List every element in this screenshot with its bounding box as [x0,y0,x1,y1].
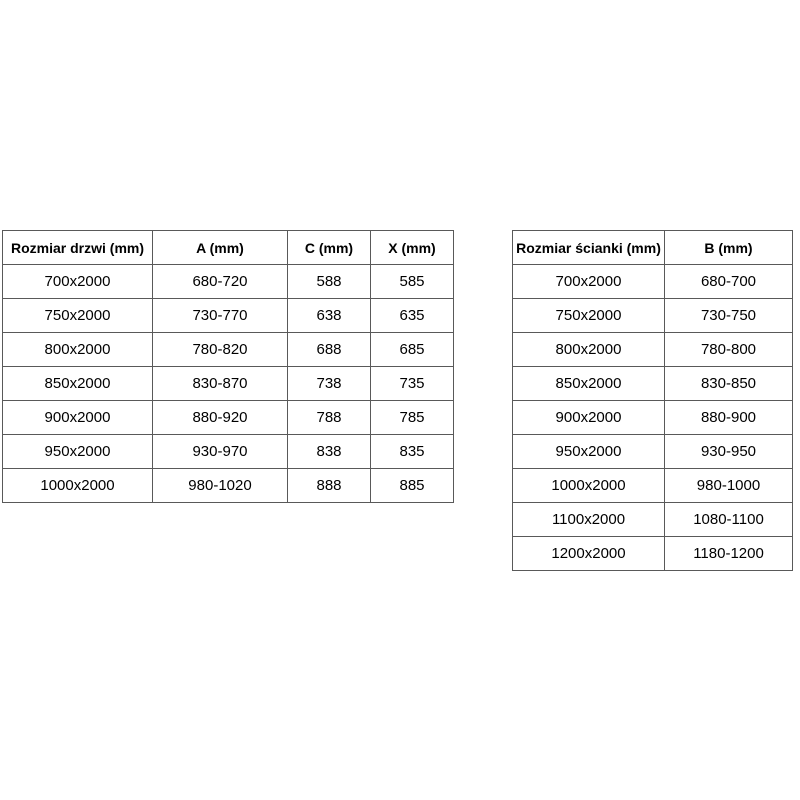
door-table-header [3,231,454,265]
x-value-cell: 885 [371,469,454,503]
b-value-cell: 680-700 [665,265,793,299]
column-header-c-mm: C (mm) [288,231,371,265]
b-value-cell: 780-800 [665,333,793,367]
table-row [513,469,793,503]
table-row [513,435,793,469]
door-size-cell: 950x2000 [3,435,153,469]
b-value-cell: 980-1000 [665,469,793,503]
c-value-cell: 738 [288,367,371,401]
table-row [513,265,793,299]
wall-size-cell: 850x2000 [513,367,665,401]
table-row [3,401,454,435]
wall-size-cell: 750x2000 [513,299,665,333]
table-row [513,401,793,435]
x-value-cell: 585 [371,265,454,299]
column-header-x-mm: X (mm) [371,231,454,265]
b-value-cell: 1180-1200 [665,537,793,571]
x-value-cell: 685 [371,333,454,367]
table-row [3,435,454,469]
b-value-cell: 830-850 [665,367,793,401]
door-size-cell: 1000x2000 [3,469,153,503]
wall-size-cell: 950x2000 [513,435,665,469]
x-value-cell: 835 [371,435,454,469]
door-size-cell: 900x2000 [3,401,153,435]
table-row [3,469,454,503]
wall-size-cell: 900x2000 [513,401,665,435]
x-value-cell: 785 [371,401,454,435]
table-row [513,537,793,571]
column-header-rozmiar-scianki: Rozmiar ścianki (mm) [513,231,665,265]
a-value-cell: 880-920 [153,401,288,435]
table-row [3,367,454,401]
c-value-cell: 888 [288,469,371,503]
c-value-cell: 688 [288,333,371,367]
wall-size-cell: 1000x2000 [513,469,665,503]
c-value-cell: 788 [288,401,371,435]
wall-size-cell: 700x2000 [513,265,665,299]
wall-size-table [512,230,793,571]
x-value-cell: 635 [371,299,454,333]
table-row [3,333,454,367]
a-value-cell: 980-1020 [153,469,288,503]
door-size-cell: 800x2000 [3,333,153,367]
a-value-cell: 780-820 [153,333,288,367]
header-row [513,231,793,265]
column-header-b-mm: B (mm) [665,231,793,265]
wall-size-cell: 1200x2000 [513,537,665,571]
door-size-cell: 850x2000 [3,367,153,401]
a-value-cell: 930-970 [153,435,288,469]
wall-table-header [513,231,793,265]
door-table-body [3,265,454,503]
a-value-cell: 830-870 [153,367,288,401]
b-value-cell: 880-900 [665,401,793,435]
c-value-cell: 638 [288,299,371,333]
column-header-rozmiar-drzwi: Rozmiar drzwi (mm) [3,231,153,265]
wall-size-cell: 1100x2000 [513,503,665,537]
header-row [3,231,454,265]
door-size-table [2,230,454,503]
wall-table-body [513,265,793,571]
b-value-cell: 1080-1100 [665,503,793,537]
table-row [513,299,793,333]
column-header-a-mm: A (mm) [153,231,288,265]
wall-size-cell: 800x2000 [513,333,665,367]
x-value-cell: 735 [371,367,454,401]
table-row [3,299,454,333]
b-value-cell: 930-950 [665,435,793,469]
door-size-cell: 700x2000 [3,265,153,299]
c-value-cell: 838 [288,435,371,469]
table-row [513,333,793,367]
door-size-cell: 750x2000 [3,299,153,333]
c-value-cell: 588 [288,265,371,299]
table-row [513,367,793,401]
b-value-cell: 730-750 [665,299,793,333]
table-row [3,265,454,299]
table-row [513,503,793,537]
a-value-cell: 680-720 [153,265,288,299]
a-value-cell: 730-770 [153,299,288,333]
